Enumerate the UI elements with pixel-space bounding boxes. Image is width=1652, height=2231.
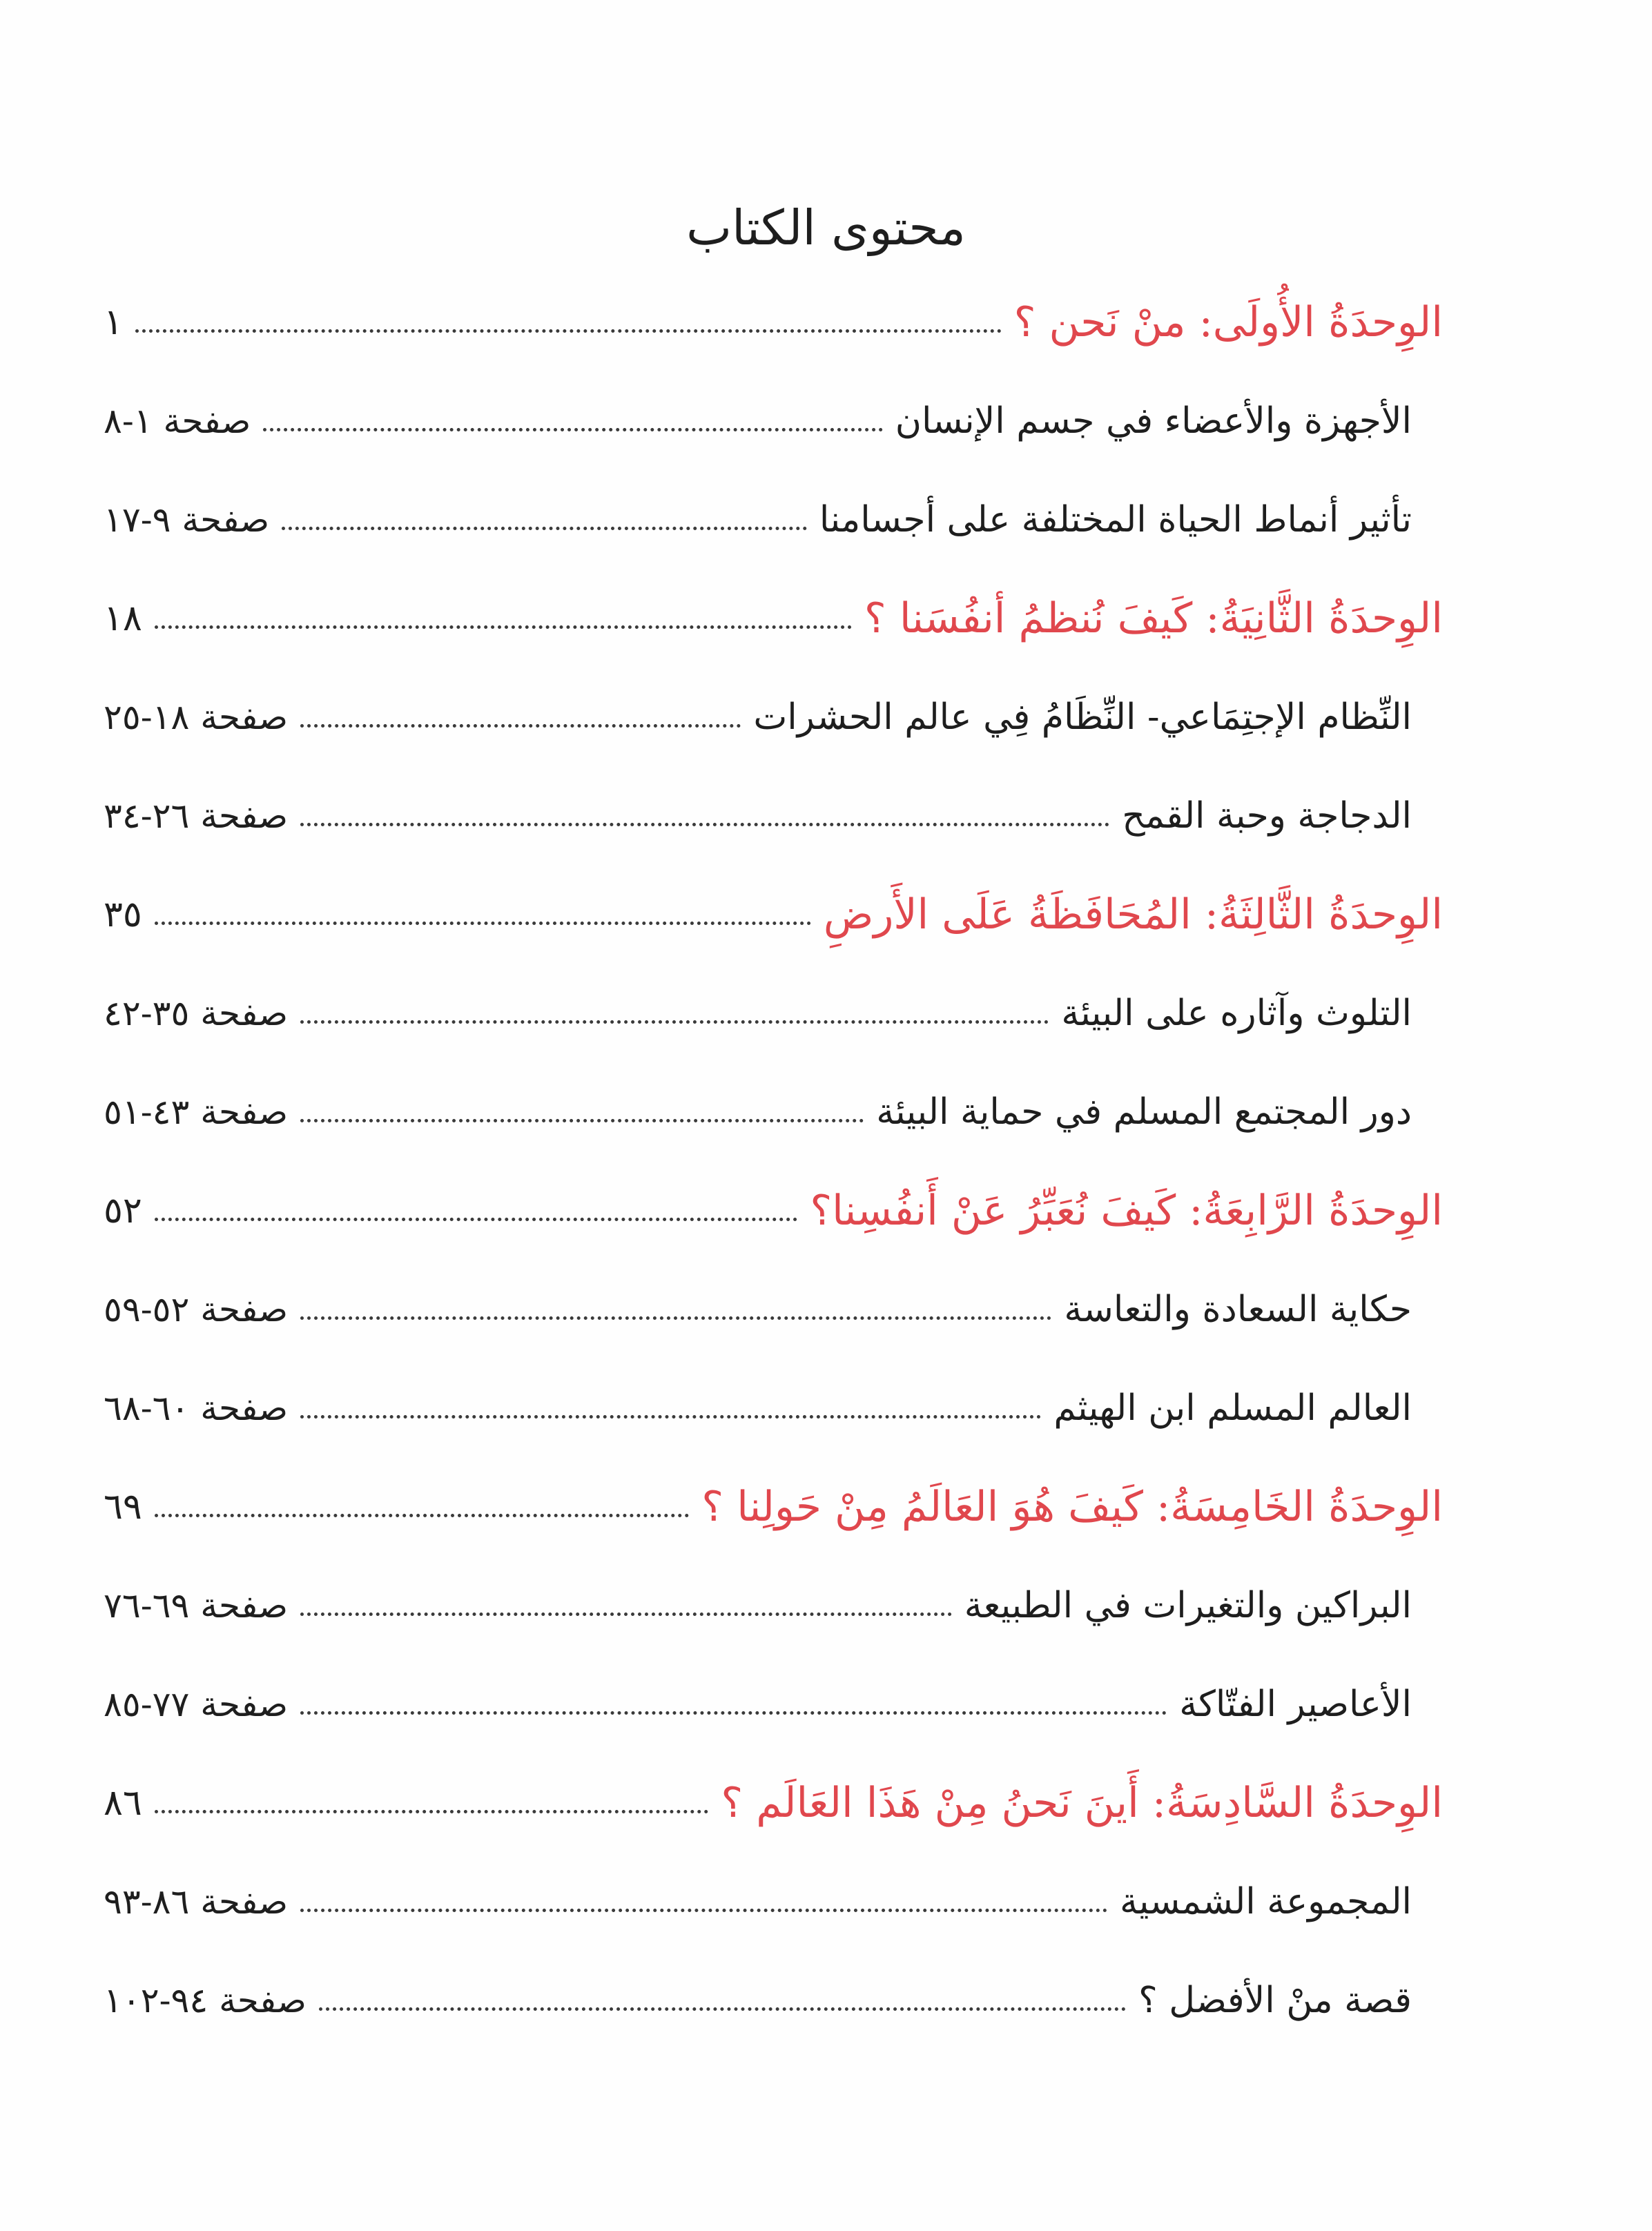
dot-leader [300,724,741,728]
unit-page-number: ٨٦ [104,1782,142,1824]
dot-leader [300,1020,1049,1024]
lesson-title: البراكين والتغيرات في الطبيعة [964,1584,1412,1626]
dot-leader [282,527,807,530]
unit-heading-row [104,1457,1443,1556]
dot-leader [300,1613,952,1616]
unit-heading-row [104,1161,1443,1260]
lesson-title: الأعاصير الفتّاكة [1179,1683,1412,1725]
lesson-page-range: صفحة ٤٣-٥١ [104,1091,289,1132]
unit-page-number: ٦٩ [104,1485,142,1528]
unit-heading-row [104,273,1443,371]
unit-heading-row [104,1753,1443,1852]
dot-leader [300,1316,1051,1320]
lesson-row [104,1062,1443,1161]
lesson-page-range: صفحة ١-٨ [104,400,251,441]
lesson-title: التلوث وآثاره على البيئة [1061,992,1412,1034]
unit-page-number: ١ [104,301,123,343]
lesson-title: دور المجتمع المسلم في حماية البيئة [876,1091,1412,1133]
unit-heading-row [104,569,1443,668]
unit-heading: الوِحدَةُ الرَّابِعَةُ: كَيفَ نُعَبِّرُ عَنْ أَنفُسِنا؟ [810,1186,1443,1235]
lesson-page-range: صفحة ٥٢-٥٩ [104,1289,289,1329]
unit-page-number: ١٨ [104,597,142,639]
unit-heading: الوِحدَةُ السَّادِسَةُ: أَينَ نَحنُ مِنْ هَذَا العَالَم ؟ [721,1778,1443,1827]
dot-leader [155,1514,689,1517]
unit-heading-row [104,865,1443,964]
unit-heading: الوِحدَةُ الثَّالِثَةُ: المُحَافَظَةُ عَلَى الأَرضِ [823,890,1443,939]
lesson-page-range: صفحة ٢٦-٣٤ [104,795,289,836]
lesson-row [104,1655,1443,1753]
lesson-row [104,1852,1443,1951]
lesson-row [104,1951,1443,2049]
dot-leader [155,922,811,925]
unit-page-number: ٥٢ [104,1189,142,1231]
dot-leader [155,625,852,629]
lesson-row [104,1260,1443,1358]
dot-leader [300,1909,1107,1912]
lesson-title: حكاية السعادة والتعاسة [1064,1288,1412,1330]
lesson-row [104,964,1443,1062]
lesson-title: العالم المسلم ابن الهيثم [1053,1387,1412,1429]
dot-leader [263,428,882,431]
lesson-page-range: صفحة ٩٤-١٠٢ [104,1980,307,2020]
unit-heading: الوِحدَةُ الخَامِسَةُ: كَيفَ هُوَ العَالَمُ مِنْ حَولِنا ؟ [701,1482,1443,1531]
lesson-title: قصة منْ الأفضل ؟ [1138,1979,1412,2021]
lesson-row [104,371,1443,470]
lesson-page-range: صفحة ٦٠-٦٨ [104,1387,289,1428]
table-of-contents [104,273,1443,2049]
lesson-title: النِّظام الإجتِمَاعي- النِّظَامُ فِي عالم الحشرات [753,696,1412,738]
page-title: محتوى الكتاب [686,199,966,256]
lesson-page-range: صفحة ٨٦-٩٣ [104,1881,289,1922]
lesson-row [104,766,1443,865]
lesson-page-range: صفحة ١٨-٢٥ [104,696,289,737]
dot-leader [319,2007,1126,2011]
dot-leader [155,1218,797,1221]
lesson-page-range: صفحة ٧٧-٨٥ [104,1684,289,1724]
lesson-row [104,470,1443,569]
unit-page-number: ٣٥ [104,893,142,935]
lesson-title: الأجهزة والأعضاء في جسم الإنسان [895,400,1412,442]
lesson-page-range: صفحة ٩-١٧ [104,499,270,540]
lesson-page-range: صفحة ٦٩-٧٦ [104,1585,289,1626]
dot-leader [300,823,1109,826]
lesson-title: المجموعة الشمسية [1120,1880,1412,1922]
dot-leader [300,1415,1041,1419]
lesson-row [104,1358,1443,1457]
lesson-title: الدجاجة وحبة القمح [1122,795,1412,837]
dot-leader [300,1711,1167,1715]
lesson-row [104,1556,1443,1655]
dot-leader [135,329,1002,333]
lesson-row [104,668,1443,766]
dot-leader [300,1119,864,1122]
unit-heading: الوِحدَةُ الأُولَى: منْ نَحن ؟ [1013,298,1443,347]
lesson-page-range: صفحة ٣٥-٤٢ [104,993,289,1033]
unit-heading: الوِحدَةُ الثَّانِيَةُ: كَيفَ نُنظمُ أنفُسَنا ؟ [864,594,1443,643]
lesson-title: تأثير أنماط الحياة المختلفة على أجسامنا [819,498,1412,540]
dot-leader [155,1810,709,1813]
